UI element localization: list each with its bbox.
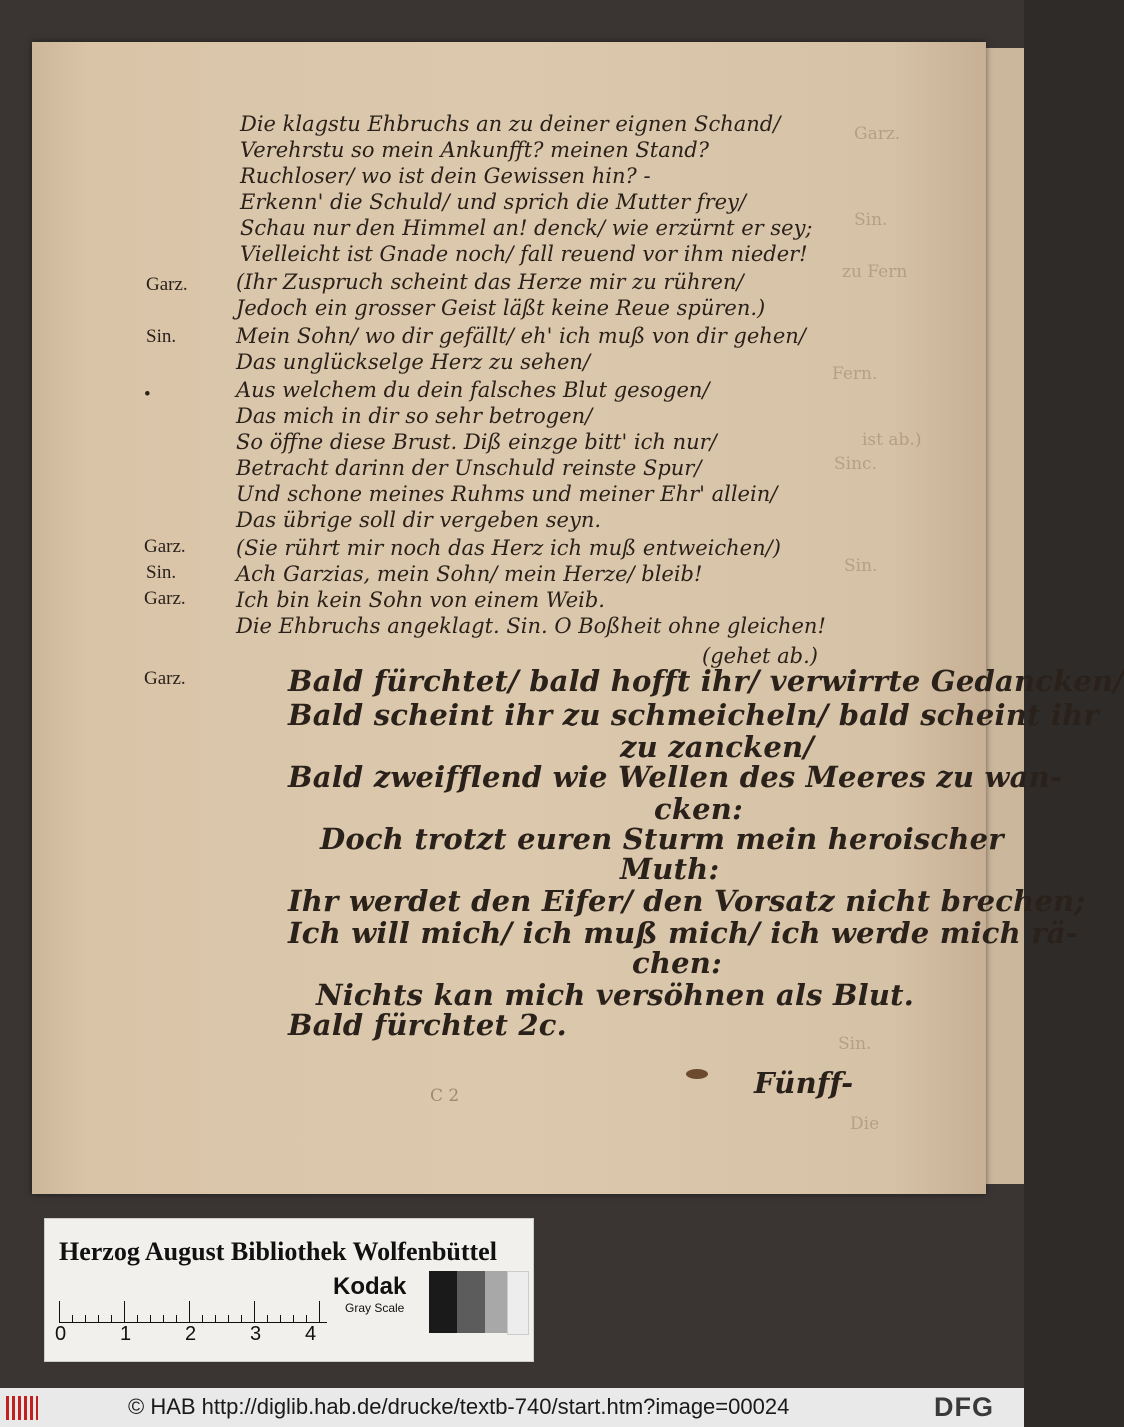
- text-line: Vielleicht ist Gnade noch/ fall reuend vor ihm nieder!: [240, 242, 808, 266]
- ghost-text: Die: [850, 1114, 880, 1134]
- ghost-text: Sin.: [838, 1034, 872, 1054]
- paper-stain: [686, 1069, 708, 1079]
- ruler-label: 4: [305, 1323, 317, 1345]
- aria-line: Bald fürchtet 2c.: [288, 1008, 567, 1042]
- color-chart: [44, 1218, 534, 1362]
- aria-line: cken:: [654, 792, 743, 826]
- stage-direction: (gehet ab.): [702, 644, 818, 668]
- text-line: Jedoch ein grosser Geist läßt keine Reue spüren.): [236, 296, 766, 320]
- ruler: [59, 1279, 327, 1323]
- text-line: (Ihr Zuspruch scheint das Herze mir zu rühren/: [236, 270, 744, 294]
- dfg-logo: DFG: [934, 1392, 994, 1422]
- copyright-link[interactable]: © HAB http://diglib.hab.de/drucke/textb-740/start.htm?image=00024: [128, 1394, 790, 1419]
- text-line: Ruchloser/ wo ist dein Gewissen hin? -: [240, 164, 651, 188]
- text-line: Mein Sohn/ wo dir gefällt/ eh' ich muß von dir gehen/: [236, 324, 806, 348]
- ruler-label: 0: [55, 1323, 67, 1345]
- hab-logo-icon: [6, 1396, 38, 1420]
- text-line: Verehrstu so mein Ankunfft? meinen Stand?: [240, 138, 709, 162]
- ghost-text: ist ab.): [862, 430, 922, 450]
- aria-line: Muth:: [620, 852, 720, 886]
- text-line: (Sie rührt mir noch das Herz ich muß entweichen/): [236, 536, 781, 560]
- signature-mark: C 2: [430, 1086, 460, 1106]
- text-line: Ich bin kein Sohn von einem Weib.: [236, 588, 605, 612]
- aria-line: Bald scheint ihr zu schmeicheln/ bald scheint ihr: [288, 698, 1099, 732]
- facing-page-edge: [986, 48, 1024, 1184]
- aria-line: Bald fürchtet/ bald hofft ihr/ verwirrte Gedancken/: [288, 664, 1124, 698]
- aria-line: Nichts kan mich versöhnen als Blut.: [316, 978, 915, 1012]
- footer-bar: [0, 1388, 1024, 1427]
- catchword: Fünff-: [754, 1066, 854, 1100]
- library-name: Herzog August Bibliothek Wolfenbüttel: [59, 1237, 497, 1266]
- speaker-label: Sin.: [146, 562, 177, 583]
- aria-line: Doch trotzt euren Sturm mein heroischer: [320, 822, 1004, 856]
- speaker-label: Garz.: [144, 588, 186, 609]
- speaker-label: •: [144, 384, 151, 405]
- ruler-label: 1: [120, 1323, 132, 1345]
- ghost-text: zu Fern: [842, 262, 908, 282]
- grayscale-label: Gray Scale: [345, 1301, 405, 1315]
- speaker-label: Garz.: [144, 668, 186, 689]
- gray-swatch: [429, 1271, 457, 1333]
- text-line: Die Ehbruchs angeklagt. Sin. O Boßheit ohne gleichen!: [236, 614, 826, 638]
- text-line: Betracht darinn der Unschuld reinste Spur/: [236, 456, 702, 480]
- speaker-label: Sin.: [146, 326, 177, 347]
- text-line: Ach Garzias, mein Sohn/ mein Herze/ bleib!: [236, 562, 703, 586]
- text-line: Das unglückselge Herz zu sehen/: [236, 350, 591, 374]
- text-line: Die klagstu Ehbruchs an zu deiner eignen Schand/: [240, 112, 781, 136]
- text-line: Das übrige soll dir vergeben seyn.: [236, 508, 602, 532]
- ghost-text: Sin.: [844, 556, 878, 576]
- ghost-text: Sinc.: [834, 454, 877, 474]
- ruler-label: 3: [250, 1323, 262, 1345]
- text-line: Schau nur den Himmel an! denck/ wie erzürnt er sey;: [240, 216, 813, 240]
- text-line: Erkenn' die Schuld/ und sprich die Mutter frey/: [240, 190, 746, 214]
- speaker-label: Garz.: [144, 536, 186, 557]
- speaker-label: Garz.: [146, 274, 188, 295]
- text-line: Und schone meines Ruhms und meiner Ehr' allein/: [236, 482, 778, 506]
- aria-line: Bald zweifflend wie Wellen des Meeres zu wan-: [288, 760, 1063, 794]
- text-line: Das mich in dir so sehr betrogen/: [236, 404, 593, 428]
- ghost-text: Sin.: [854, 210, 888, 230]
- gray-swatch: [457, 1271, 485, 1333]
- gray-swatch: [507, 1271, 529, 1335]
- book-page: [32, 42, 1124, 1194]
- text-line: So öffne diese Brust. Diß einzge bitt' ich nur/: [236, 430, 717, 454]
- kodak-label: Kodak: [333, 1273, 407, 1300]
- aria-line: zu zancken/: [620, 730, 815, 764]
- aria-line: Ich will mich/ ich muß mich/ ich werde mich rä-: [288, 916, 1078, 950]
- ghost-text: Garz.: [854, 124, 901, 144]
- text-line: Aus welchem du dein falsches Blut gesogen/: [236, 378, 710, 402]
- ghost-text: Fern.: [832, 364, 878, 384]
- ruler-label: 2: [185, 1323, 197, 1345]
- aria-line: Ihr werdet den Eifer/ den Vorsatz nicht brechen;: [288, 884, 1086, 918]
- aria-line: chen:: [632, 946, 722, 980]
